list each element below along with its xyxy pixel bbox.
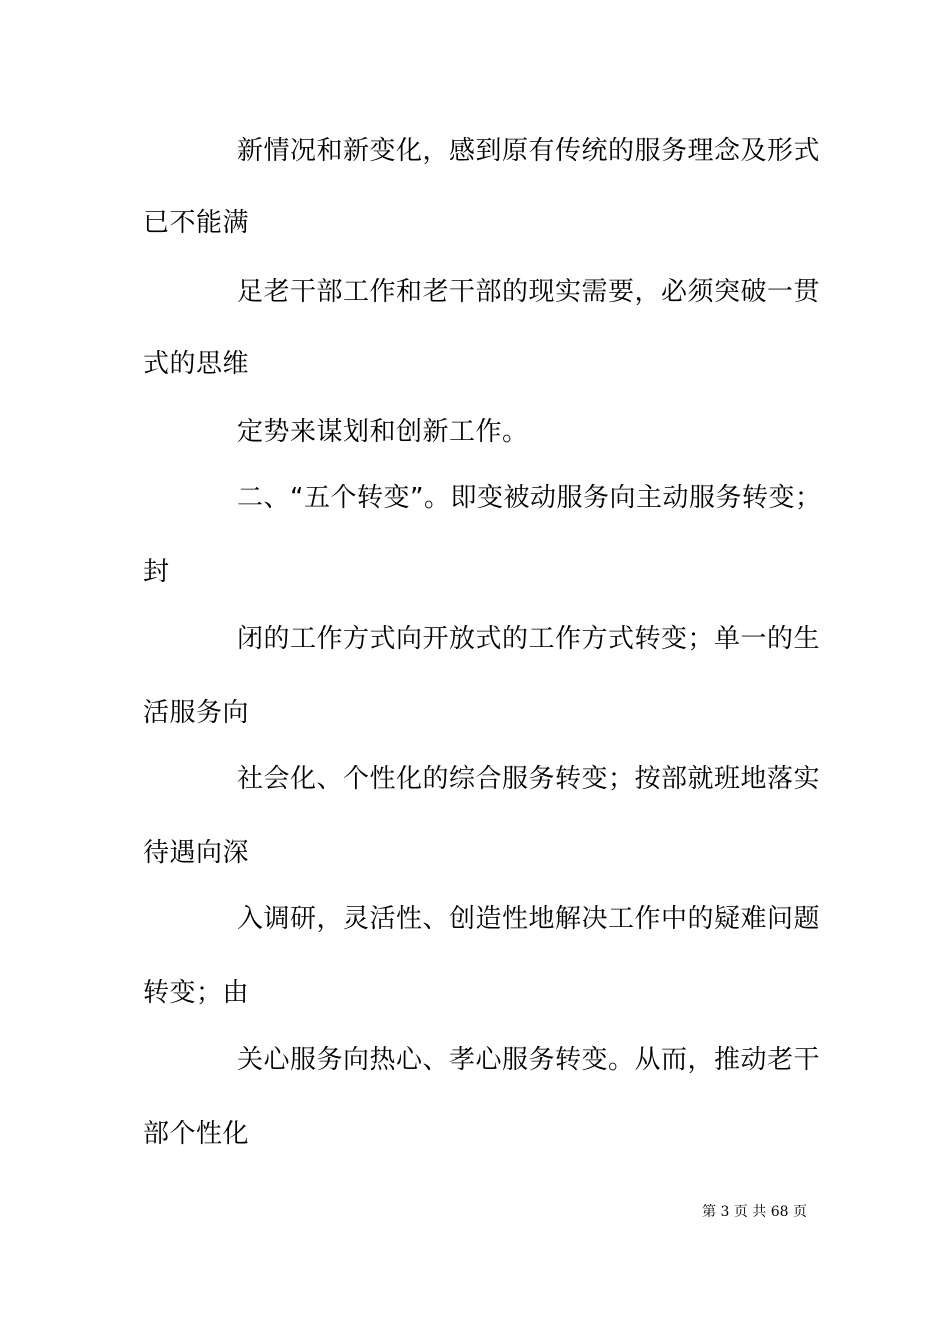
text-line: 式的思维 (143, 349, 250, 379)
text-line: 封 (143, 557, 170, 587)
text-line: 待遇向深 (143, 838, 250, 868)
text-line: 活服务向 (143, 698, 250, 728)
text-line: 部个性化 (143, 1119, 250, 1149)
page-number-footer: 第 3 页 共 68 页 (702, 1204, 807, 1220)
text-line: 社会化、个性化的综合服务转变；按部就班地落实 (237, 764, 821, 794)
text-line: 转变；由 (143, 978, 250, 1008)
text-line: 定势来谋划和创新工作。 (237, 417, 529, 447)
text-line: 二、“五个转变”。即变被动服务向主动服务转变； (237, 483, 822, 513)
text-line: 已不能满 (143, 208, 250, 238)
text-line: 足老干部工作和老干部的现实需要，必须突破一贯 (237, 277, 821, 307)
text-line: 关心服务向热心、孝心服务转变。从而，推动老干 (237, 1045, 821, 1075)
text-line: 入调研，灵活性、创造性地解决工作中的疑难问题 (237, 904, 821, 934)
text-line: 新情况和新变化，感到原有传统的服务理念及形式 (237, 136, 821, 166)
text-line: 闭的工作方式向开放式的工作方式转变；单一的生 (237, 624, 821, 654)
